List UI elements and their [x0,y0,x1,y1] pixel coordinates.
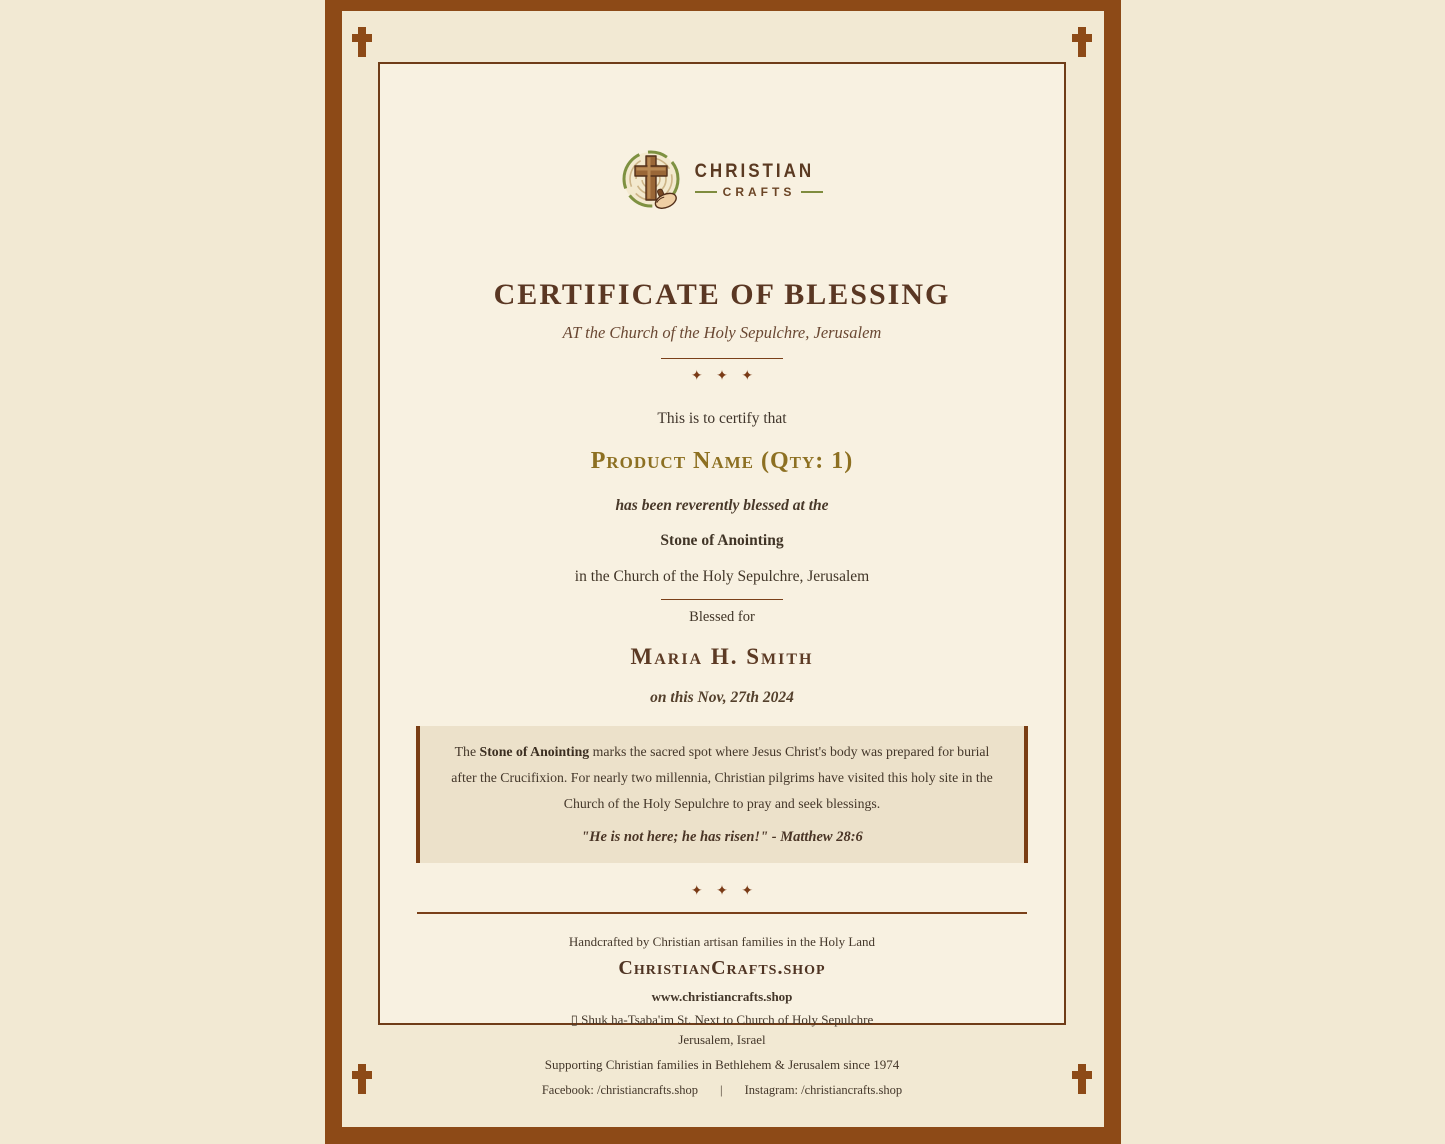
certify-line: This is to certify that [657,410,787,427]
corner-cross-icon [1072,1064,1092,1094]
footer-brand: ChristianCrafts.shop [618,956,826,979]
brand-name-top: CHRISTIAN [694,159,815,182]
logo-dash-left [695,191,717,193]
social-separator: | [720,1082,723,1097]
logo-dash-right [801,191,823,193]
corner-cross-icon [352,27,372,57]
brand-logo-text [695,161,824,199]
cross-wood-hand-logo-icon [621,148,685,212]
facebook-handle: Facebook: /christiancrafts.shop [541,1082,699,1097]
blessing-date: on this Nov, 27th 2024 [650,689,794,706]
brand-logo [380,148,1064,212]
church-line: in the Church of the Holy Sepulchre, Jerusalem [574,568,870,585]
product-name: Product Name (Qty: 1) [590,448,854,474]
footer-address-line2: Jerusalem, Israel [678,1031,766,1047]
corner-cross-icon [352,1064,372,1094]
certificate-title: CERTIFICATE OF BLESSING [493,278,951,311]
certificate-subtitle: AT the Church of the Holy Sepulchre, Jerusalem [562,323,882,342]
footer-address-line1: ▯ Shuk ha-Tsaba'im St. Next to Church of Holy Sepulchre [570,1011,874,1027]
divider-line [661,599,783,600]
brand-name-bottom: CRAFTS [722,185,796,199]
blessed-for-label: Blessed for [689,609,755,625]
site-name: Stone of Anointing [660,532,784,549]
scripture-quote: "He is not here; he has risen!" - Matthew 28:6 [581,828,863,845]
footer-tagline: Handcrafted by Christian artisan families in the Holy Land [568,933,876,949]
footer-supporting-line: Supporting Christian families in Bethlehem & Jerusalem since 1974 [544,1056,900,1072]
info-box-text: The Stone of Anointing marks the sacred spot where Jesus Christ's body was prepared for burial after the Crucifixion. For nearly two millennia, Christian pilgrims have visited this holy site in the Church of the Holy Sepulchre to pray and seek blessings. [451,744,993,812]
diamond-ornament: ✦ ✦ ✦ [690,369,754,384]
certificate-sheet [378,62,1066,1097]
diamond-ornament: ✦ ✦ ✦ [690,883,754,899]
footer-address [380,1010,1064,1050]
recipient-name: Maria H. Smith [630,644,814,669]
divider-line [661,358,783,359]
corner-cross-icon [1072,27,1092,57]
instagram-handle: Instagram: /christiancrafts.shop [744,1082,903,1097]
footer-social-line [380,1083,1064,1098]
info-box-bold-term: Stone of Anointing [479,744,590,759]
stone-of-anointing-info-box [416,726,1028,863]
blessed-at-line: has been reverently blessed at the [615,497,829,514]
footer-website: www.christiancrafts.shop [651,988,793,1004]
footer-divider-line [417,912,1027,914]
